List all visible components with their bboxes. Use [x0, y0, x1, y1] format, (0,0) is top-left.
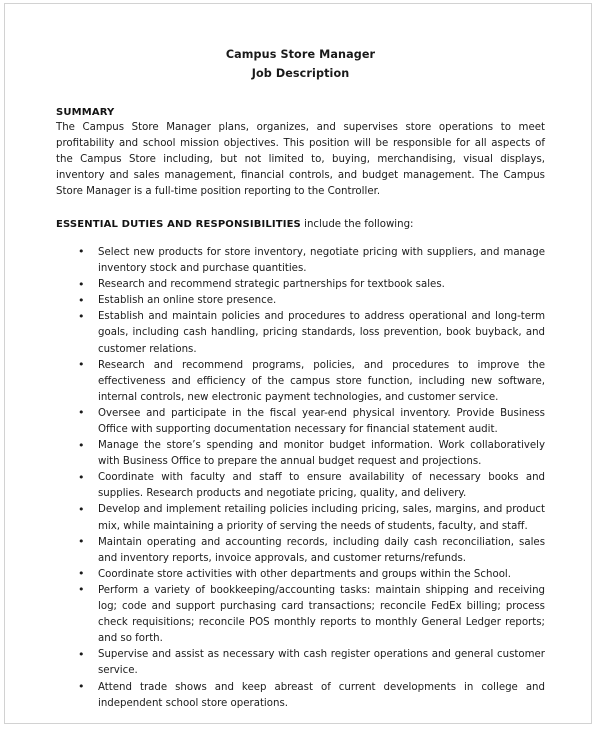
list-item	[56, 277, 545, 293]
list-item	[56, 470, 545, 502]
summary-section	[56, 107, 545, 200]
essential-duties-heading-rest: include the following:	[300, 218, 414, 230]
list-item	[56, 680, 545, 712]
duty-text: • Select new products for store inventory, negotiate pricing with suppliers, and manage inventory stock and purchase quantities.	[98, 246, 545, 275]
list-item	[56, 567, 545, 583]
document-page	[4, 3, 592, 724]
duties-list	[56, 245, 545, 712]
summary-heading: SUMMARY	[56, 107, 115, 118]
document-content	[56, 4, 545, 712]
document-title-line-1: Campus Store Manager	[225, 48, 376, 61]
essential-duties-heading-bold: ESSENTIAL DUTIES AND RESPONSIBILITIES	[56, 218, 301, 230]
document-title	[56, 45, 545, 83]
list-item	[56, 502, 545, 534]
list-item	[56, 583, 545, 647]
document-title-line-2: Job Description	[251, 67, 350, 80]
duty-text: • Coordinate with faculty and staff to ensure availability of necessary books and supplies. Research products and negotiate pricing, quality, and delivery.	[98, 472, 545, 500]
list-item	[56, 535, 545, 567]
duty-text: • Oversee and participate in the fiscal year-end physical inventory. Provide Business Office with supporting documentation necessary for financial statement audit.	[98, 407, 545, 435]
duty-text: • Develop and implement retailing policies including pricing, sales, margins, and product mix, while maintaining a priority of serving the needs of students, faculty, and staff.	[98, 504, 545, 532]
list-item	[56, 293, 545, 309]
duty-text: • Attend trade shows and keep abreast of current developments in college and independent school store operations.	[98, 681, 545, 709]
list-item	[56, 309, 545, 357]
list-item	[56, 647, 545, 679]
duty-text: • Establish and maintain policies and procedures to address operational and long-term goals, including cash handling, pricing standards, loss prevention, book buyback, and customer relations.	[98, 311, 545, 355]
list-item	[56, 358, 545, 406]
list-item	[56, 406, 545, 438]
essential-duties-heading	[56, 217, 545, 233]
duty-text: • Coordinate store activities with other departments and groups within the School.	[98, 568, 511, 580]
duty-text: • Research and recommend programs, policies, and procedures to improve the effectiveness and efficiency of the campus store function, including new software, internal controls, new electronic payment technologies, and customer service.	[98, 359, 545, 403]
duty-text: • Supervise and assist as necessary with cash register operations and general customer service.	[98, 649, 545, 677]
duty-text: • Maintain operating and accounting records, including daily cash reconciliation, sales and inventory reports, invoice approvals, and customer returns/refunds.	[98, 536, 545, 564]
duty-text: • Manage the store’s spending and monitor budget information. Work collaboratively with Business Office to prepare the annual budget request and projections.	[98, 440, 545, 468]
list-item	[56, 438, 545, 470]
summary-paragraph: The Campus Store Manager plans, organizes, and supervises store operations to meet profitability and school mission objectives. This position will be responsible for all aspects of the Campus Store including, but not limited to, buying, merchandising, visual displays, inventory and sales management, financial controls, and budget management. The Campus Store Manager is a full-time position reporting to the Controller.	[56, 122, 545, 198]
duty-text: • Perform a variety of bookkeeping/accounting tasks: maintain shipping and receiving log; code and support purchasing card transactions; reconcile FedEx billing; process check requisitions; reconcile POS monthly reports to monthly General Ledger reports; and so forth.	[98, 584, 545, 645]
list-item	[56, 245, 545, 277]
duty-text: • Research and recommend strategic partnerships for textbook sales.	[98, 279, 445, 291]
duty-text: • Establish an online store presence.	[98, 295, 277, 307]
